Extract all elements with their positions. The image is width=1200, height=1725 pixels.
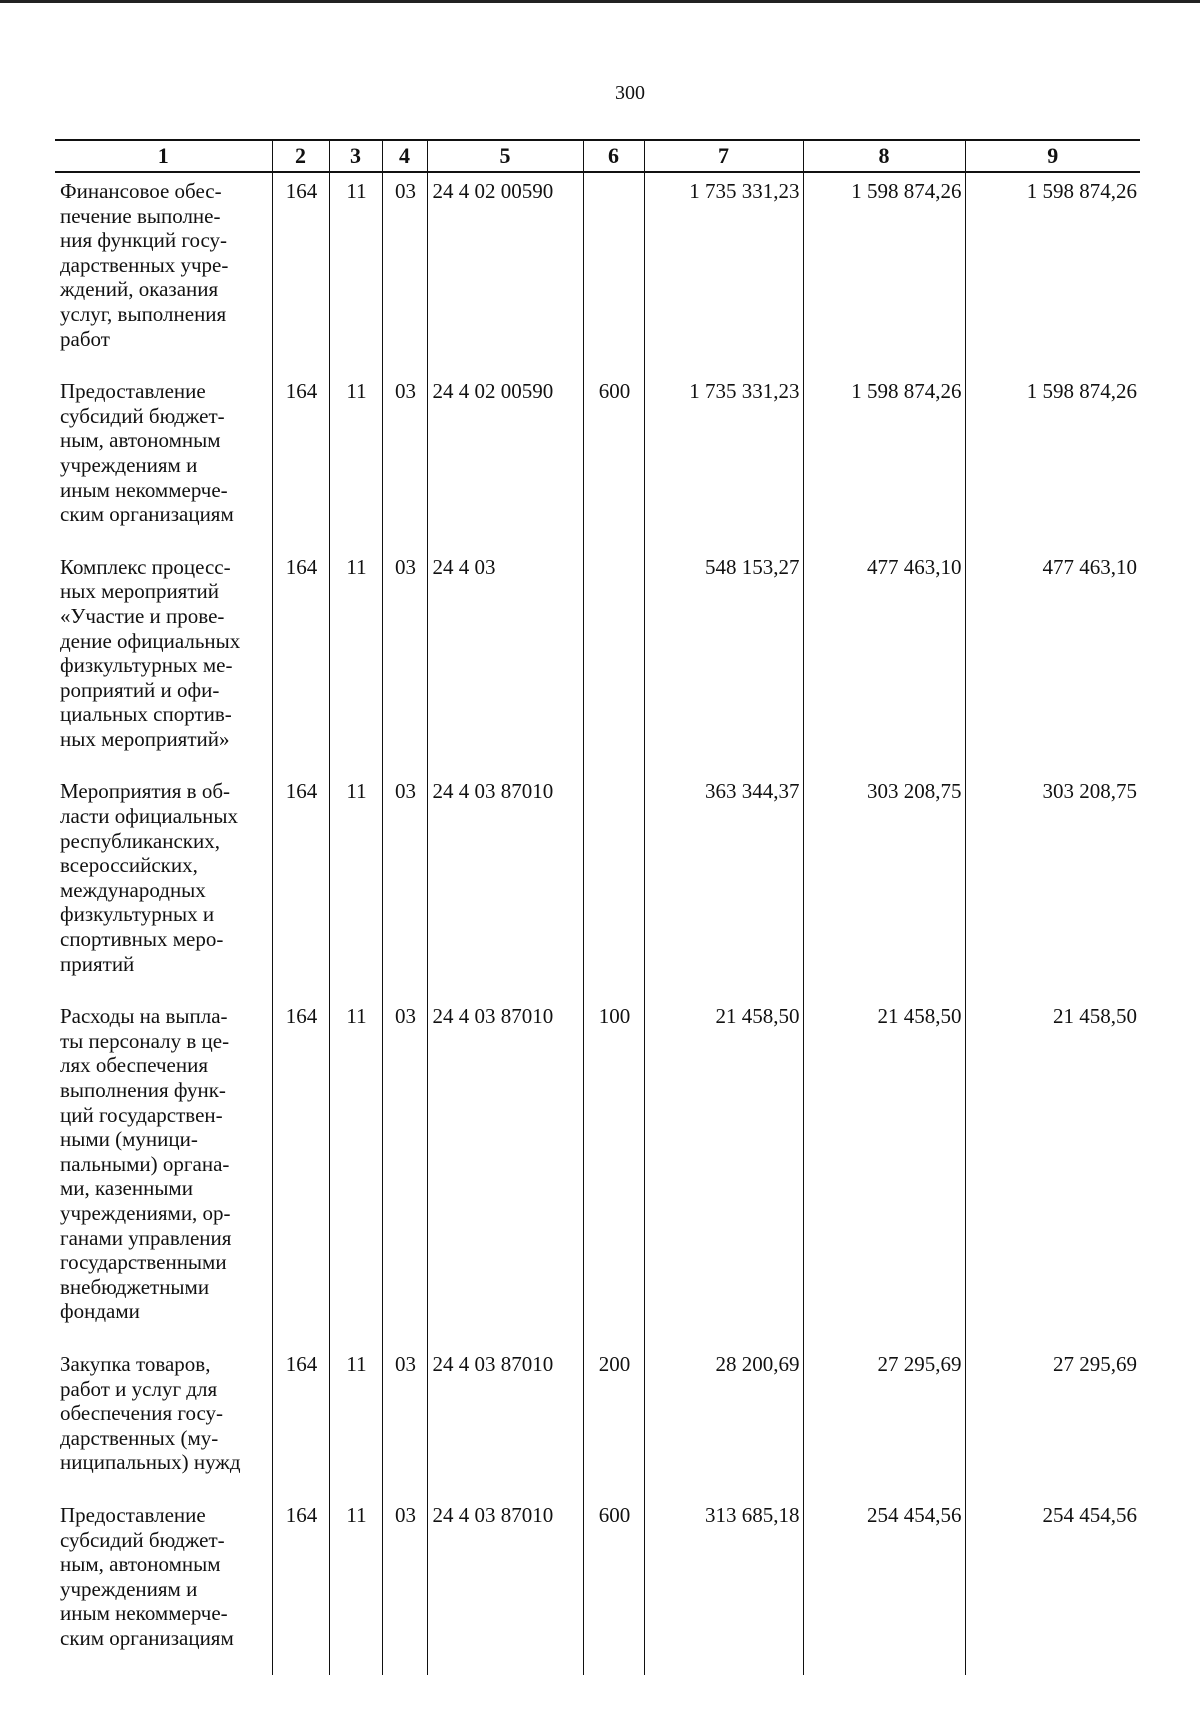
target-article-cell: 24 4 03 [427,549,583,774]
page-number: 300 [615,82,645,104]
expense-name-cell: Закупка товаров, работ и услуг для обеспечения госу- дарственных (му- ниципальных) нужд [60,1351,241,1475]
section-code-cell: 11 [329,549,382,774]
header-cell: 5 [427,140,583,172]
amount-col7-cell: 1 735 331,23 [644,373,803,549]
amount-col8-cell: 27 295,69 [803,1346,965,1497]
section-code-cell: 11 [329,373,382,549]
target-article-cell: 24 4 03 87010 [427,1346,583,1497]
target-article-cell: 24 4 02 00590 [427,172,583,373]
expense-type-cell [583,773,644,998]
expense-type-cell [583,549,644,774]
amount-col9-cell: 27 295,69 [965,1346,1140,1497]
budget-table [55,139,1140,1675]
expense-name-cell: Комплекс процесс- ных мероприятий «Участие и прове- дение официальных физкультурных ме- роприятий и офи- циальных спортив- ных мероприятий» [60,554,241,751]
subsection-code-cell: 03 [382,1346,427,1497]
department-code-cell: 164 [272,773,329,998]
target-article-cell: 24 4 03 87010 [427,1497,583,1675]
amount-col9-cell: 254 454,56 [965,1497,1140,1675]
header-cell: 6 [583,140,644,172]
expense-name-cell: Расходы на выпла- ты персоналу в це- лях обеспечения выполнения функ- ций государствен- ными (муници- пальными) органа- ми, казенными учреждениями, ор- ганами управления государственными внебюджетными фондами [60,1004,232,1324]
header-cell: 1 [55,140,272,172]
amount-col7-cell: 1 735 331,23 [644,172,803,373]
subsection-code-cell: 03 [382,773,427,998]
target-article-cell: 24 4 03 87010 [427,773,583,998]
table-row [55,1497,1140,1675]
department-code-cell: 164 [272,172,329,373]
section-code-cell: 11 [329,773,382,998]
amount-col7-cell: 21 458,50 [644,998,803,1346]
amount-col7-cell: 28 200,69 [644,1346,803,1497]
table-body [55,172,1140,1675]
expense-name-cell: Предоставление субсидий бюджет- ным, автономным учреждениям и иным некоммерче- ским организациям [60,1502,234,1650]
amount-col7-cell: 548 153,27 [644,549,803,774]
table-row [55,773,1140,998]
expense-name-cell: Финансовое обес- печение выполне- ния функций госу- дарственных учре- ждений, оказания услуг, выполнения работ [60,179,229,351]
subsection-code-cell: 03 [382,373,427,549]
department-code-cell: 164 [272,373,329,549]
header-cell: 2 [272,140,329,172]
amount-col8-cell: 21 458,50 [803,998,965,1346]
header-cell: 8 [803,140,965,172]
amount-col8-cell: 254 454,56 [803,1497,965,1675]
amount-col8-cell: 477 463,10 [803,549,965,774]
target-article-cell: 24 4 02 00590 [427,373,583,549]
expense-type-cell: 600 [583,373,644,549]
section-code-cell: 11 [329,1497,382,1675]
table-row [55,1346,1140,1497]
header-cell: 9 [965,140,1140,172]
amount-col9-cell: 477 463,10 [965,549,1140,774]
expense-name-cell: Предоставление субсидий бюджет- ным, автономным учреждениям и иным некоммерче- ским организациям [60,379,234,527]
expense-type-cell: 200 [583,1346,644,1497]
amount-col9-cell: 21 458,50 [965,998,1140,1346]
expense-type-cell [583,172,644,373]
header-cell: 7 [644,140,803,172]
amount-col9-cell: 303 208,75 [965,773,1140,998]
amount-col7-cell: 363 344,37 [644,773,803,998]
section-code-cell: 11 [329,998,382,1346]
department-code-cell: 164 [272,998,329,1346]
expense-name-cell: Мероприятия в об- ласти официальных республиканских, всероссийских, международных физкультурных и спортивных меро- приятий [60,779,239,976]
section-code-cell: 11 [329,1346,382,1497]
expense-type-cell: 600 [583,1497,644,1675]
amount-col9-cell: 1 598 874,26 [965,172,1140,373]
department-code-cell: 164 [272,1497,329,1675]
subsection-code-cell: 03 [382,549,427,774]
subsection-code-cell: 03 [382,1497,427,1675]
header-cell: 4 [382,140,427,172]
amount-col8-cell: 1 598 874,26 [803,172,965,373]
amount-col7-cell: 313 685,18 [644,1497,803,1675]
table-row [55,998,1140,1346]
section-code-cell: 11 [329,172,382,373]
subsection-code-cell: 03 [382,998,427,1346]
target-article-cell: 24 4 03 87010 [427,998,583,1346]
department-code-cell: 164 [272,1346,329,1497]
header-cell: 3 [329,140,382,172]
header-row [55,140,1140,172]
department-code-cell: 164 [272,549,329,774]
expense-type-cell: 100 [583,998,644,1346]
subsection-code-cell: 03 [382,172,427,373]
table-row [55,373,1140,549]
amount-col8-cell: 303 208,75 [803,773,965,998]
amount-col8-cell: 1 598 874,26 [803,373,965,549]
table-row [55,172,1140,373]
table-row [55,549,1140,774]
top-rule [0,0,1200,3]
amount-col9-cell: 1 598 874,26 [965,373,1140,549]
